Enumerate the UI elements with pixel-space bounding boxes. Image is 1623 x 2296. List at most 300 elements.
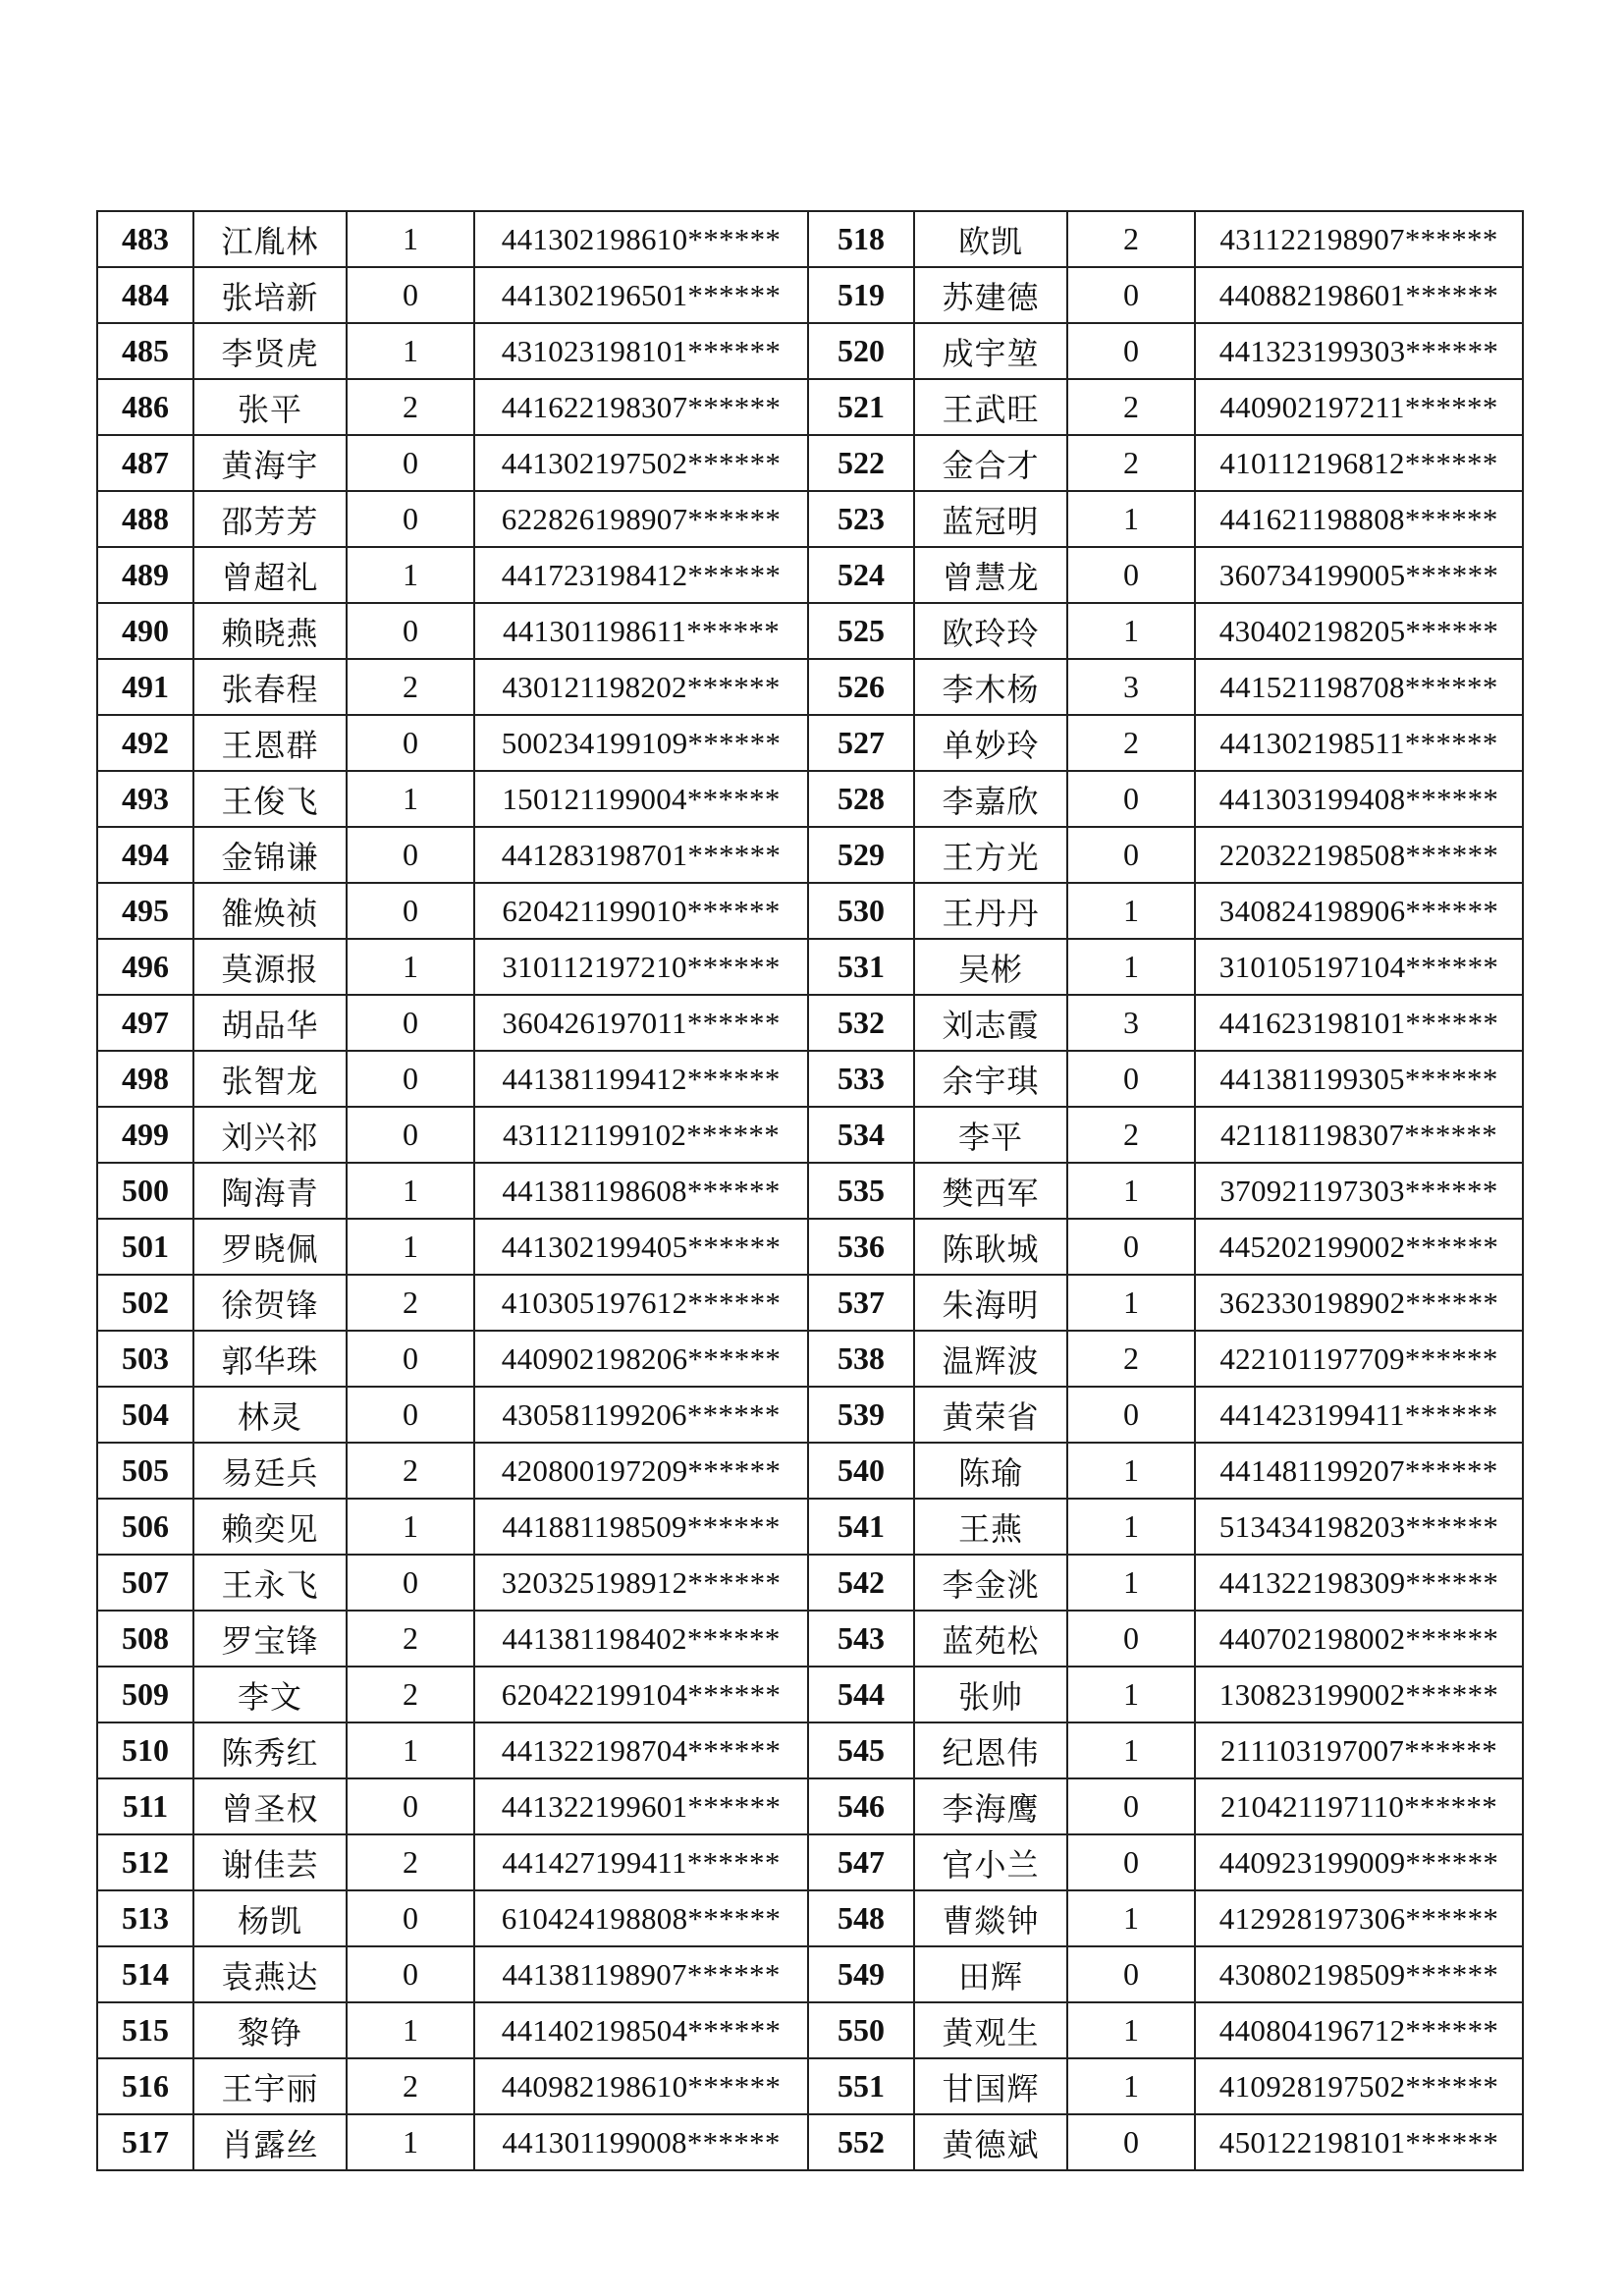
right-serial-number-cell: 518 <box>808 211 914 267</box>
right-serial-number-cell: 531 <box>808 939 914 995</box>
table-row <box>97 2002 1523 2058</box>
left-serial-number-cell: 489 <box>97 547 193 603</box>
right-count-cell: 2 <box>1067 435 1195 491</box>
left-id-number-cell: 441301198611****** <box>474 603 808 659</box>
left-serial-number-cell: 499 <box>97 1107 193 1163</box>
left-count-cell: 1 <box>347 1722 474 1778</box>
table-row <box>97 1499 1523 1555</box>
left-id-number-cell: 441381198402****** <box>474 1611 808 1667</box>
right-serial-number-cell: 536 <box>808 1219 914 1275</box>
left-serial-number-cell: 497 <box>97 995 193 1051</box>
left-id-number-cell: 360426197011****** <box>474 995 808 1051</box>
left-id-number-cell: 441881198509****** <box>474 1499 808 1555</box>
left-serial-number-cell: 502 <box>97 1275 193 1331</box>
right-count-cell: 1 <box>1067 1722 1195 1778</box>
right-id-number-cell: 441621198808****** <box>1195 491 1523 547</box>
table-row <box>97 2114 1523 2170</box>
table-row <box>97 2058 1523 2114</box>
right-serial-number-cell: 534 <box>808 1107 914 1163</box>
right-id-number-cell: 440702198002****** <box>1195 1611 1523 1667</box>
table-row <box>97 435 1523 491</box>
left-name-cell: 王永飞 <box>193 1555 347 1611</box>
left-name-cell: 王恩群 <box>193 715 347 771</box>
left-serial-number-cell: 511 <box>97 1778 193 1834</box>
right-count-cell: 0 <box>1067 1834 1195 1890</box>
left-id-number-cell: 441622198307****** <box>474 379 808 435</box>
left-serial-number-cell: 508 <box>97 1611 193 1667</box>
left-count-cell: 0 <box>347 491 474 547</box>
right-id-number-cell: 310105197104****** <box>1195 939 1523 995</box>
table-row <box>97 1387 1523 1443</box>
right-name-cell: 朱海明 <box>914 1275 1067 1331</box>
right-serial-number-cell: 538 <box>808 1331 914 1387</box>
left-count-cell: 0 <box>347 1778 474 1834</box>
right-id-number-cell: 441322198309****** <box>1195 1555 1523 1611</box>
right-name-cell: 陈耿城 <box>914 1219 1067 1275</box>
left-id-number-cell: 441427199411****** <box>474 1834 808 1890</box>
left-id-number-cell: 500234199109****** <box>474 715 808 771</box>
right-id-number-cell: 362330198902****** <box>1195 1275 1523 1331</box>
left-serial-number-cell: 514 <box>97 1946 193 2002</box>
right-serial-number-cell: 521 <box>808 379 914 435</box>
left-count-cell: 1 <box>347 771 474 827</box>
left-count-cell: 1 <box>347 211 474 267</box>
left-count-cell: 0 <box>347 995 474 1051</box>
left-count-cell: 2 <box>347 659 474 715</box>
right-serial-number-cell: 524 <box>808 547 914 603</box>
left-serial-number-cell: 503 <box>97 1331 193 1387</box>
left-name-cell: 陈秀红 <box>193 1722 347 1778</box>
left-name-cell: 雒焕祯 <box>193 883 347 939</box>
left-id-number-cell: 441381199412****** <box>474 1051 808 1107</box>
left-id-number-cell: 610424198808****** <box>474 1890 808 1946</box>
right-serial-number-cell: 527 <box>808 715 914 771</box>
left-name-cell: 林灵 <box>193 1387 347 1443</box>
right-serial-number-cell: 519 <box>808 267 914 323</box>
left-name-cell: 张培新 <box>193 267 347 323</box>
right-name-cell: 金合才 <box>914 435 1067 491</box>
right-id-number-cell: 440882198601****** <box>1195 267 1523 323</box>
left-id-number-cell: 441302198610****** <box>474 211 808 267</box>
right-serial-number-cell: 533 <box>808 1051 914 1107</box>
left-name-cell: 王宇丽 <box>193 2058 347 2114</box>
table-row <box>97 547 1523 603</box>
right-serial-number-cell: 544 <box>808 1667 914 1722</box>
table-row <box>97 715 1523 771</box>
right-serial-number-cell: 547 <box>808 1834 914 1890</box>
left-serial-number-cell: 510 <box>97 1722 193 1778</box>
right-id-number-cell: 440804196712****** <box>1195 2002 1523 2058</box>
left-name-cell: 徐贺锋 <box>193 1275 347 1331</box>
table-row <box>97 771 1523 827</box>
right-name-cell: 官小兰 <box>914 1834 1067 1890</box>
right-count-cell: 1 <box>1067 1890 1195 1946</box>
left-serial-number-cell: 493 <box>97 771 193 827</box>
table-row <box>97 1275 1523 1331</box>
right-count-cell: 1 <box>1067 1499 1195 1555</box>
right-name-cell: 李嘉欣 <box>914 771 1067 827</box>
left-count-cell: 0 <box>347 883 474 939</box>
table-row <box>97 1890 1523 1946</box>
right-name-cell: 欧玲玲 <box>914 603 1067 659</box>
right-count-cell: 0 <box>1067 1946 1195 2002</box>
right-count-cell: 2 <box>1067 211 1195 267</box>
right-name-cell: 欧凯 <box>914 211 1067 267</box>
left-serial-number-cell: 496 <box>97 939 193 995</box>
left-count-cell: 1 <box>347 2114 474 2170</box>
table-row <box>97 323 1523 379</box>
right-id-number-cell: 210421197110****** <box>1195 1778 1523 1834</box>
right-id-number-cell: 441623198101****** <box>1195 995 1523 1051</box>
roster-body <box>97 211 1523 2170</box>
left-name-cell: 曾超礼 <box>193 547 347 603</box>
left-serial-number-cell: 488 <box>97 491 193 547</box>
right-id-number-cell: 412928197306****** <box>1195 1890 1523 1946</box>
right-id-number-cell: 440923199009****** <box>1195 1834 1523 1890</box>
left-id-number-cell: 441283198701****** <box>474 827 808 883</box>
right-id-number-cell: 513434198203****** <box>1195 1499 1523 1555</box>
left-name-cell: 罗晓佩 <box>193 1219 347 1275</box>
right-serial-number-cell: 551 <box>808 2058 914 2114</box>
right-id-number-cell: 441423199411****** <box>1195 1387 1523 1443</box>
left-count-cell: 2 <box>347 1611 474 1667</box>
left-name-cell: 李贤虎 <box>193 323 347 379</box>
right-id-number-cell: 421181198307****** <box>1195 1107 1523 1163</box>
right-serial-number-cell: 525 <box>808 603 914 659</box>
right-id-number-cell: 440902197211****** <box>1195 379 1523 435</box>
right-id-number-cell: 130823199002****** <box>1195 1667 1523 1722</box>
right-name-cell: 李木杨 <box>914 659 1067 715</box>
right-serial-number-cell: 522 <box>808 435 914 491</box>
right-name-cell: 李金洮 <box>914 1555 1067 1611</box>
table-row <box>97 1667 1523 1722</box>
left-id-number-cell: 441302196501****** <box>474 267 808 323</box>
right-id-number-cell: 370921197303****** <box>1195 1163 1523 1219</box>
left-id-number-cell: 441723198412****** <box>474 547 808 603</box>
left-serial-number-cell: 513 <box>97 1890 193 1946</box>
right-id-number-cell: 441302198511****** <box>1195 715 1523 771</box>
right-count-cell: 0 <box>1067 1219 1195 1275</box>
left-id-number-cell: 440982198610****** <box>474 2058 808 2114</box>
left-count-cell: 1 <box>347 547 474 603</box>
left-count-cell: 0 <box>347 435 474 491</box>
left-name-cell: 赖奕见 <box>193 1499 347 1555</box>
right-count-cell: 1 <box>1067 1163 1195 1219</box>
left-serial-number-cell: 486 <box>97 379 193 435</box>
right-id-number-cell: 441481199207****** <box>1195 1443 1523 1499</box>
left-name-cell: 王俊飞 <box>193 771 347 827</box>
right-count-cell: 0 <box>1067 1611 1195 1667</box>
left-serial-number-cell: 512 <box>97 1834 193 1890</box>
right-name-cell: 黄观生 <box>914 2002 1067 2058</box>
left-serial-number-cell: 509 <box>97 1667 193 1722</box>
left-count-cell: 0 <box>347 715 474 771</box>
table-row <box>97 491 1523 547</box>
right-name-cell: 纪恩伟 <box>914 1722 1067 1778</box>
table-row <box>97 1107 1523 1163</box>
left-count-cell: 0 <box>347 1107 474 1163</box>
right-name-cell: 田辉 <box>914 1946 1067 2002</box>
right-name-cell: 蓝苑松 <box>914 1611 1067 1667</box>
right-id-number-cell: 410112196812****** <box>1195 435 1523 491</box>
left-count-cell: 1 <box>347 2002 474 2058</box>
table-row <box>97 1946 1523 2002</box>
right-count-cell: 1 <box>1067 603 1195 659</box>
right-count-cell: 0 <box>1067 1387 1195 1443</box>
left-serial-number-cell: 516 <box>97 2058 193 2114</box>
table-row <box>97 267 1523 323</box>
right-serial-number-cell: 548 <box>808 1890 914 1946</box>
left-id-number-cell: 430581199206****** <box>474 1387 808 1443</box>
right-id-number-cell: 441323199303****** <box>1195 323 1523 379</box>
table-row <box>97 883 1523 939</box>
left-id-number-cell: 620421199010****** <box>474 883 808 939</box>
right-serial-number-cell: 537 <box>808 1275 914 1331</box>
right-serial-number-cell: 550 <box>808 2002 914 2058</box>
table-row <box>97 827 1523 883</box>
left-count-cell: 0 <box>347 827 474 883</box>
right-serial-number-cell: 532 <box>808 995 914 1051</box>
right-serial-number-cell: 529 <box>808 827 914 883</box>
left-id-number-cell: 441381198907****** <box>474 1946 808 2002</box>
table-row <box>97 379 1523 435</box>
right-serial-number-cell: 539 <box>808 1387 914 1443</box>
left-count-cell: 0 <box>347 1890 474 1946</box>
right-id-number-cell: 441521198708****** <box>1195 659 1523 715</box>
right-count-cell: 2 <box>1067 715 1195 771</box>
left-serial-number-cell: 490 <box>97 603 193 659</box>
left-count-cell: 2 <box>347 1834 474 1890</box>
right-id-number-cell: 340824198906****** <box>1195 883 1523 939</box>
left-count-cell: 0 <box>347 267 474 323</box>
left-serial-number-cell: 500 <box>97 1163 193 1219</box>
left-name-cell: 李文 <box>193 1667 347 1722</box>
left-id-number-cell: 441322199601****** <box>474 1778 808 1834</box>
left-serial-number-cell: 501 <box>97 1219 193 1275</box>
right-serial-number-cell: 552 <box>808 2114 914 2170</box>
left-count-cell: 0 <box>347 1387 474 1443</box>
right-count-cell: 0 <box>1067 547 1195 603</box>
left-name-cell: 郭华珠 <box>193 1331 347 1387</box>
right-count-cell: 1 <box>1067 1275 1195 1331</box>
right-count-cell: 0 <box>1067 267 1195 323</box>
left-count-cell: 2 <box>347 1667 474 1722</box>
left-serial-number-cell: 506 <box>97 1499 193 1555</box>
left-count-cell: 2 <box>347 1443 474 1499</box>
right-name-cell: 张帅 <box>914 1667 1067 1722</box>
left-id-number-cell: 441302197502****** <box>474 435 808 491</box>
right-serial-number-cell: 528 <box>808 771 914 827</box>
right-id-number-cell: 211103197007****** <box>1195 1722 1523 1778</box>
right-name-cell: 李海鹰 <box>914 1778 1067 1834</box>
table-row <box>97 1219 1523 1275</box>
right-count-cell: 1 <box>1067 1443 1195 1499</box>
left-serial-number-cell: 495 <box>97 883 193 939</box>
left-name-cell: 邵芳芳 <box>193 491 347 547</box>
right-count-cell: 0 <box>1067 771 1195 827</box>
left-name-cell: 袁燕达 <box>193 1946 347 2002</box>
left-name-cell: 易廷兵 <box>193 1443 347 1499</box>
table-row <box>97 1834 1523 1890</box>
left-count-cell: 2 <box>347 2058 474 2114</box>
left-serial-number-cell: 484 <box>97 267 193 323</box>
left-count-cell: 1 <box>347 1219 474 1275</box>
right-serial-number-cell: 541 <box>808 1499 914 1555</box>
right-id-number-cell: 431122198907****** <box>1195 211 1523 267</box>
table-row <box>97 659 1523 715</box>
right-name-cell: 王丹丹 <box>914 883 1067 939</box>
right-name-cell: 曾慧龙 <box>914 547 1067 603</box>
right-serial-number-cell: 546 <box>808 1778 914 1834</box>
left-serial-number-cell: 517 <box>97 2114 193 2170</box>
right-name-cell: 温辉波 <box>914 1331 1067 1387</box>
left-count-cell: 1 <box>347 323 474 379</box>
right-name-cell: 苏建德 <box>914 267 1067 323</box>
right-id-number-cell: 430802198509****** <box>1195 1946 1523 2002</box>
left-serial-number-cell: 494 <box>97 827 193 883</box>
left-serial-number-cell: 492 <box>97 715 193 771</box>
left-serial-number-cell: 485 <box>97 323 193 379</box>
left-serial-number-cell: 483 <box>97 211 193 267</box>
left-serial-number-cell: 515 <box>97 2002 193 2058</box>
right-count-cell: 1 <box>1067 491 1195 547</box>
right-serial-number-cell: 535 <box>808 1163 914 1219</box>
left-id-number-cell: 440902198206****** <box>474 1331 808 1387</box>
right-count-cell: 2 <box>1067 1107 1195 1163</box>
left-name-cell: 黎铮 <box>193 2002 347 2058</box>
left-serial-number-cell: 504 <box>97 1387 193 1443</box>
left-serial-number-cell: 491 <box>97 659 193 715</box>
left-name-cell: 金锦谦 <box>193 827 347 883</box>
left-id-number-cell: 441402198504****** <box>474 2002 808 2058</box>
right-count-cell: 0 <box>1067 323 1195 379</box>
right-count-cell: 0 <box>1067 1778 1195 1834</box>
left-count-cell: 2 <box>347 379 474 435</box>
left-name-cell: 谢佳芸 <box>193 1834 347 1890</box>
left-count-cell: 1 <box>347 1499 474 1555</box>
right-name-cell: 樊西军 <box>914 1163 1067 1219</box>
left-name-cell: 杨凯 <box>193 1890 347 1946</box>
right-count-cell: 1 <box>1067 1667 1195 1722</box>
right-name-cell: 甘国辉 <box>914 2058 1067 2114</box>
right-count-cell: 0 <box>1067 1051 1195 1107</box>
table-row <box>97 1555 1523 1611</box>
left-serial-number-cell: 505 <box>97 1443 193 1499</box>
right-id-number-cell: 445202199002****** <box>1195 1219 1523 1275</box>
left-count-cell: 1 <box>347 939 474 995</box>
right-id-number-cell: 441303199408****** <box>1195 771 1523 827</box>
table-row <box>97 1331 1523 1387</box>
table-row <box>97 995 1523 1051</box>
table-row <box>97 211 1523 267</box>
table-row <box>97 939 1523 995</box>
right-name-cell: 吴彬 <box>914 939 1067 995</box>
left-name-cell: 江胤林 <box>193 211 347 267</box>
right-serial-number-cell: 523 <box>808 491 914 547</box>
left-id-number-cell: 430121198202****** <box>474 659 808 715</box>
right-count-cell: 1 <box>1067 1555 1195 1611</box>
right-count-cell: 0 <box>1067 2114 1195 2170</box>
right-count-cell: 3 <box>1067 995 1195 1051</box>
left-name-cell: 罗宝锋 <box>193 1611 347 1667</box>
right-id-number-cell: 450122198101****** <box>1195 2114 1523 2170</box>
right-name-cell: 成宇堃 <box>914 323 1067 379</box>
right-count-cell: 0 <box>1067 827 1195 883</box>
left-count-cell: 0 <box>347 1331 474 1387</box>
right-serial-number-cell: 540 <box>808 1443 914 1499</box>
table-row <box>97 1443 1523 1499</box>
left-name-cell: 陶海青 <box>193 1163 347 1219</box>
left-name-cell: 张智龙 <box>193 1051 347 1107</box>
right-count-cell: 1 <box>1067 2002 1195 2058</box>
left-id-number-cell: 420800197209****** <box>474 1443 808 1499</box>
table-row <box>97 1722 1523 1778</box>
right-name-cell: 王方光 <box>914 827 1067 883</box>
right-id-number-cell: 410928197502****** <box>1195 2058 1523 2114</box>
left-serial-number-cell: 498 <box>97 1051 193 1107</box>
left-name-cell: 莫源报 <box>193 939 347 995</box>
right-serial-number-cell: 520 <box>808 323 914 379</box>
left-id-number-cell: 441301199008****** <box>474 2114 808 2170</box>
left-name-cell: 张春程 <box>193 659 347 715</box>
table-row <box>97 1163 1523 1219</box>
right-name-cell: 黄荣省 <box>914 1387 1067 1443</box>
table-row <box>97 1611 1523 1667</box>
left-name-cell: 赖晓燕 <box>193 603 347 659</box>
left-id-number-cell: 441302199405****** <box>474 1219 808 1275</box>
right-name-cell: 王燕 <box>914 1499 1067 1555</box>
left-id-number-cell: 310112197210****** <box>474 939 808 995</box>
left-name-cell: 刘兴祁 <box>193 1107 347 1163</box>
left-id-number-cell: 320325198912****** <box>474 1555 808 1611</box>
right-serial-number-cell: 543 <box>808 1611 914 1667</box>
right-name-cell: 陈瑜 <box>914 1443 1067 1499</box>
left-id-number-cell: 441322198704****** <box>474 1722 808 1778</box>
right-id-number-cell: 441381199305****** <box>1195 1051 1523 1107</box>
right-count-cell: 3 <box>1067 659 1195 715</box>
right-id-number-cell: 422101197709****** <box>1195 1331 1523 1387</box>
table-row <box>97 1778 1523 1834</box>
right-name-cell: 曹燚钟 <box>914 1890 1067 1946</box>
right-name-cell: 王武旺 <box>914 379 1067 435</box>
right-serial-number-cell: 530 <box>808 883 914 939</box>
left-serial-number-cell: 507 <box>97 1555 193 1611</box>
left-id-number-cell: 620422199104****** <box>474 1667 808 1722</box>
right-count-cell: 1 <box>1067 939 1195 995</box>
left-id-number-cell: 410305197612****** <box>474 1275 808 1331</box>
right-id-number-cell: 220322198508****** <box>1195 827 1523 883</box>
left-id-number-cell: 431121199102****** <box>474 1107 808 1163</box>
left-name-cell: 胡品华 <box>193 995 347 1051</box>
right-serial-number-cell: 526 <box>808 659 914 715</box>
right-name-cell: 刘志霞 <box>914 995 1067 1051</box>
right-count-cell: 1 <box>1067 2058 1195 2114</box>
roster-table <box>96 210 1524 2171</box>
right-name-cell: 黄德斌 <box>914 2114 1067 2170</box>
right-serial-number-cell: 542 <box>808 1555 914 1611</box>
right-name-cell: 蓝冠明 <box>914 491 1067 547</box>
left-id-number-cell: 441381198608****** <box>474 1163 808 1219</box>
table-row <box>97 1051 1523 1107</box>
left-count-cell: 0 <box>347 1555 474 1611</box>
right-count-cell: 2 <box>1067 379 1195 435</box>
right-id-number-cell: 430402198205****** <box>1195 603 1523 659</box>
left-id-number-cell: 431023198101****** <box>474 323 808 379</box>
left-count-cell: 2 <box>347 1275 474 1331</box>
left-count-cell: 0 <box>347 1946 474 2002</box>
right-count-cell: 1 <box>1067 883 1195 939</box>
left-count-cell: 0 <box>347 1051 474 1107</box>
